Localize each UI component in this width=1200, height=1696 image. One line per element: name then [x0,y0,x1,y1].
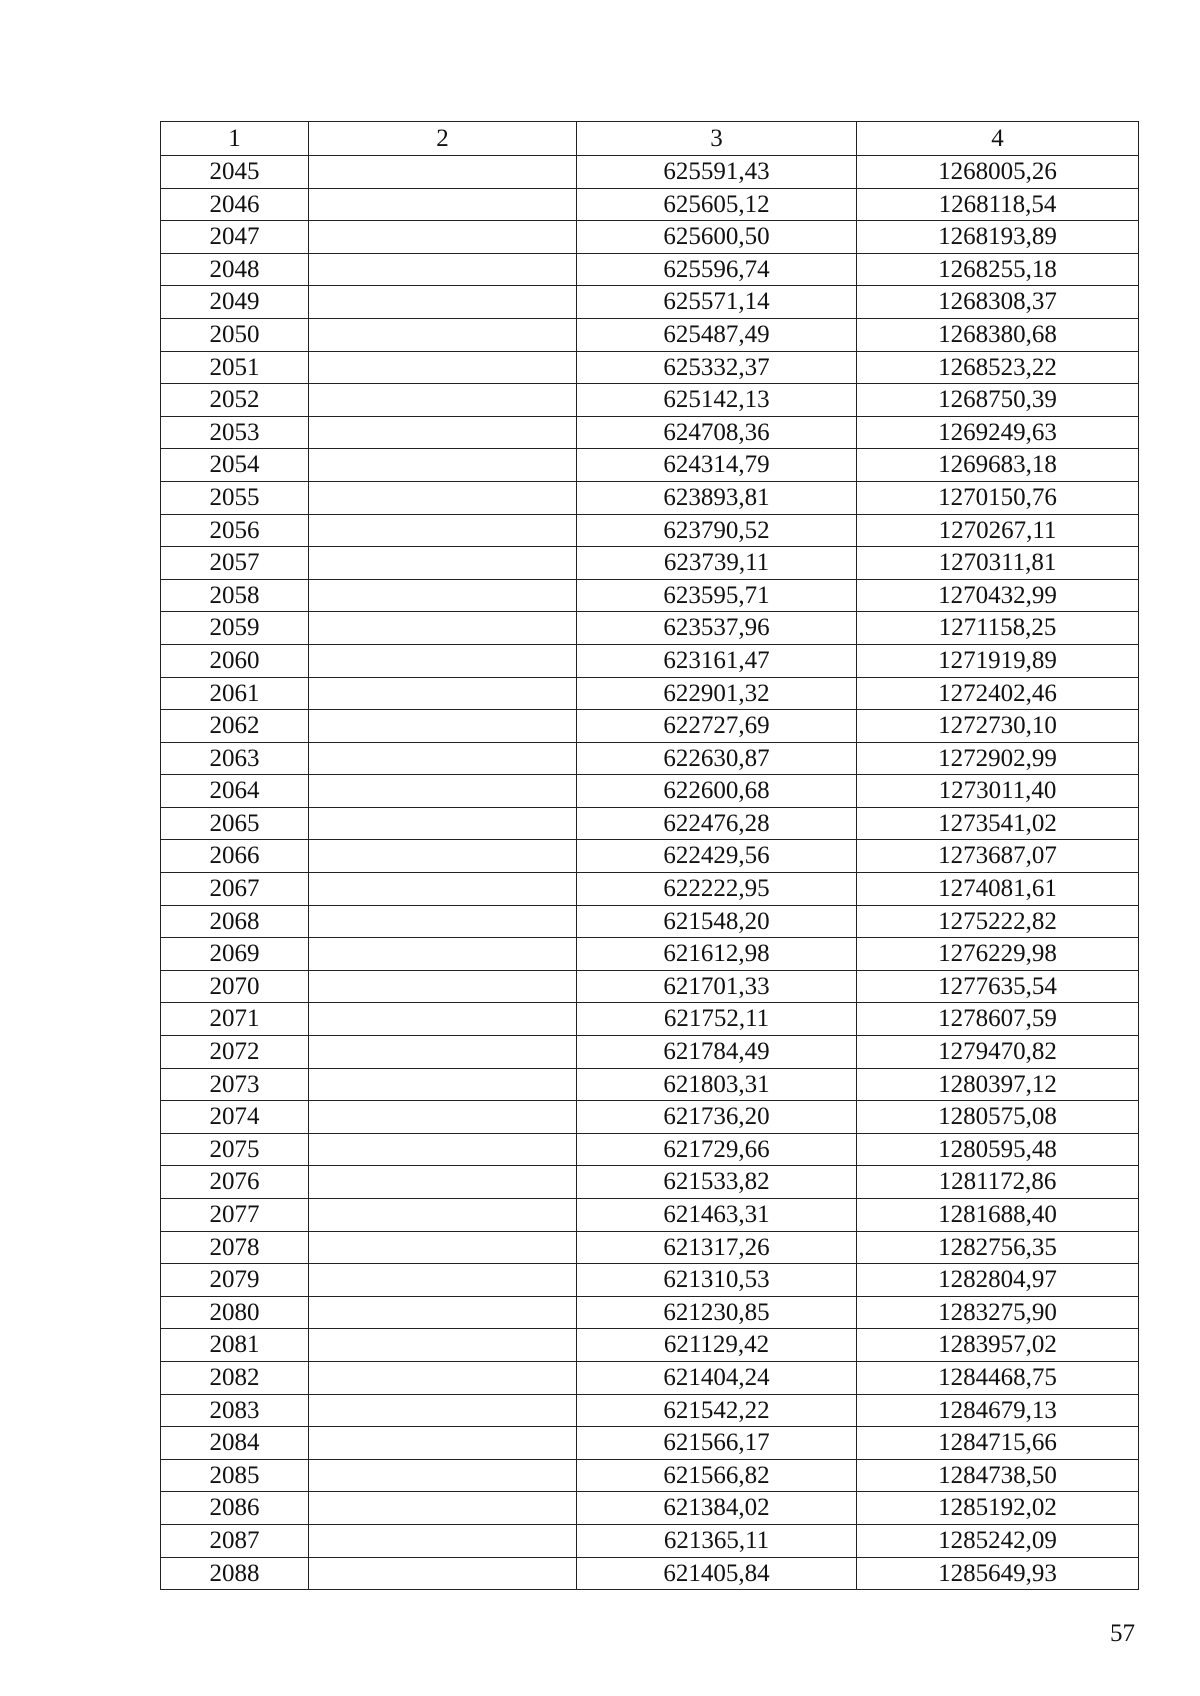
description-cell [309,1264,577,1297]
x-coordinate-cell: 621736,20 [577,1101,857,1134]
column-header-4: 4 [857,122,1139,156]
point-number-cell: 2069 [161,938,309,971]
description-cell [309,710,577,743]
x-coordinate-cell: 621405,84 [577,1557,857,1590]
column-header-2: 2 [309,122,577,156]
description-cell [309,547,577,580]
y-coordinate-cell: 1268255,18 [857,253,1139,286]
x-coordinate-cell: 621752,11 [577,1003,857,1036]
coordinates-table [160,121,1139,1590]
x-coordinate-cell: 621701,33 [577,970,857,1003]
y-coordinate-cell: 1280575,08 [857,1101,1139,1134]
point-number-cell: 2055 [161,481,309,514]
y-coordinate-cell: 1272730,10 [857,710,1139,743]
x-coordinate-cell: 621317,26 [577,1231,857,1264]
point-number-cell: 2066 [161,840,309,873]
point-number-cell: 2070 [161,970,309,1003]
point-number-cell: 2054 [161,449,309,482]
description-cell [309,1231,577,1264]
page-number: 57 [1110,1620,1135,1647]
y-coordinate-cell: 1269683,18 [857,449,1139,482]
x-coordinate-cell: 624314,79 [577,449,857,482]
table-row [161,449,1139,482]
point-number-cell: 2078 [161,1231,309,1264]
x-coordinate-cell: 622600,68 [577,775,857,808]
y-coordinate-cell: 1275222,82 [857,905,1139,938]
table-row [161,514,1139,547]
y-coordinate-cell: 1283275,90 [857,1296,1139,1329]
table-row [161,905,1139,938]
point-number-cell: 2056 [161,514,309,547]
x-coordinate-cell: 622630,87 [577,742,857,775]
point-number-cell: 2067 [161,873,309,906]
point-number-cell: 2072 [161,1036,309,1069]
point-number-cell: 2087 [161,1524,309,1557]
point-number-cell: 2063 [161,742,309,775]
table-row [161,807,1139,840]
table-row [161,938,1139,971]
table-row [161,156,1139,189]
point-number-cell: 2079 [161,1264,309,1297]
x-coordinate-cell: 621533,82 [577,1166,857,1199]
y-coordinate-cell: 1268308,37 [857,286,1139,319]
description-cell [309,840,577,873]
x-coordinate-cell: 622727,69 [577,710,857,743]
point-number-cell: 2048 [161,253,309,286]
point-number-cell: 2086 [161,1492,309,1525]
table-row [161,1459,1139,1492]
x-coordinate-cell: 621729,66 [577,1133,857,1166]
description-cell [309,644,577,677]
point-number-cell: 2064 [161,775,309,808]
point-number-cell: 2053 [161,416,309,449]
table-row [161,253,1139,286]
table-row [161,1101,1139,1134]
y-coordinate-cell: 1280397,12 [857,1068,1139,1101]
description-cell [309,905,577,938]
y-coordinate-cell: 1271919,89 [857,644,1139,677]
x-coordinate-cell: 622901,32 [577,677,857,710]
x-coordinate-cell: 623537,96 [577,612,857,645]
description-cell [309,742,577,775]
point-number-cell: 2045 [161,156,309,189]
x-coordinate-cell: 621548,20 [577,905,857,938]
column-header-3: 3 [577,122,857,156]
y-coordinate-cell: 1284468,75 [857,1361,1139,1394]
description-cell [309,351,577,384]
description-cell [309,677,577,710]
x-coordinate-cell: 623893,81 [577,481,857,514]
x-coordinate-cell: 621310,53 [577,1264,857,1297]
x-coordinate-cell: 621803,31 [577,1068,857,1101]
y-coordinate-cell: 1274081,61 [857,873,1139,906]
y-coordinate-cell: 1270311,81 [857,547,1139,580]
y-coordinate-cell: 1281172,86 [857,1166,1139,1199]
table-row [161,1361,1139,1394]
x-coordinate-cell: 621365,11 [577,1524,857,1557]
point-number-cell: 2058 [161,579,309,612]
description-cell [309,1524,577,1557]
description-cell [309,1394,577,1427]
description-cell [309,1101,577,1134]
x-coordinate-cell: 621784,49 [577,1036,857,1069]
description-cell [309,1459,577,1492]
table-row [161,644,1139,677]
table-row [161,286,1139,319]
description-cell [309,1492,577,1525]
table-row [161,1296,1139,1329]
table-row [161,612,1139,645]
table-row [161,1524,1139,1557]
point-number-cell: 2074 [161,1101,309,1134]
point-number-cell: 2080 [161,1296,309,1329]
table-row [161,710,1139,743]
point-number-cell: 2085 [161,1459,309,1492]
y-coordinate-cell: 1282804,97 [857,1264,1139,1297]
y-coordinate-cell: 1268523,22 [857,351,1139,384]
y-coordinate-cell: 1269249,63 [857,416,1139,449]
point-number-cell: 2082 [161,1361,309,1394]
description-cell [309,156,577,189]
x-coordinate-cell: 621566,17 [577,1427,857,1460]
x-coordinate-cell: 623161,47 [577,644,857,677]
description-cell [309,481,577,514]
description-cell [309,318,577,351]
description-cell [309,1296,577,1329]
table-row [161,1394,1139,1427]
table-row [161,1427,1139,1460]
y-coordinate-cell: 1268118,54 [857,188,1139,221]
point-number-cell: 2071 [161,1003,309,1036]
x-coordinate-cell: 625332,37 [577,351,857,384]
description-cell [309,938,577,971]
point-number-cell: 2075 [161,1133,309,1166]
description-cell [309,221,577,254]
point-number-cell: 2077 [161,1199,309,1232]
y-coordinate-cell: 1273687,07 [857,840,1139,873]
table-row [161,1264,1139,1297]
x-coordinate-cell: 621404,24 [577,1361,857,1394]
table-row [161,416,1139,449]
point-number-cell: 2083 [161,1394,309,1427]
table-row [161,742,1139,775]
description-cell [309,188,577,221]
point-number-cell: 2068 [161,905,309,938]
table-row [161,873,1139,906]
point-number-cell: 2059 [161,612,309,645]
x-coordinate-cell: 621566,82 [577,1459,857,1492]
y-coordinate-cell: 1285242,09 [857,1524,1139,1557]
table-row [161,318,1139,351]
y-coordinate-cell: 1268380,68 [857,318,1139,351]
y-coordinate-cell: 1270432,99 [857,579,1139,612]
x-coordinate-cell: 624708,36 [577,416,857,449]
description-cell [309,579,577,612]
table-row [161,1492,1139,1525]
description-cell [309,775,577,808]
point-number-cell: 2073 [161,1068,309,1101]
description-cell [309,514,577,547]
table-row [161,221,1139,254]
y-coordinate-cell: 1273541,02 [857,807,1139,840]
x-coordinate-cell: 623739,11 [577,547,857,580]
x-coordinate-cell: 621463,31 [577,1199,857,1232]
y-coordinate-cell: 1282756,35 [857,1231,1139,1264]
point-number-cell: 2047 [161,221,309,254]
x-coordinate-cell: 621129,42 [577,1329,857,1362]
description-cell [309,1003,577,1036]
point-number-cell: 2051 [161,351,309,384]
table-row [161,970,1139,1003]
point-number-cell: 2057 [161,547,309,580]
table-row [161,1068,1139,1101]
table-row [161,188,1139,221]
x-coordinate-cell: 625487,49 [577,318,857,351]
header-row [161,122,1139,156]
x-coordinate-cell: 621542,22 [577,1394,857,1427]
point-number-cell: 2084 [161,1427,309,1460]
y-coordinate-cell: 1277635,54 [857,970,1139,1003]
y-coordinate-cell: 1268750,39 [857,384,1139,417]
description-cell [309,253,577,286]
point-number-cell: 2060 [161,644,309,677]
x-coordinate-cell: 625591,43 [577,156,857,189]
y-coordinate-cell: 1279470,82 [857,1036,1139,1069]
table-row [161,1003,1139,1036]
description-cell [309,1068,577,1101]
column-header-1: 1 [161,122,309,156]
table-row [161,384,1139,417]
description-cell [309,612,577,645]
x-coordinate-cell: 625596,74 [577,253,857,286]
point-number-cell: 2050 [161,318,309,351]
point-number-cell: 2081 [161,1329,309,1362]
table-row [161,1557,1139,1590]
description-cell [309,416,577,449]
y-coordinate-cell: 1285649,93 [857,1557,1139,1590]
table-row [161,1329,1139,1362]
point-number-cell: 2088 [161,1557,309,1590]
table-row [161,775,1139,808]
description-cell [309,286,577,319]
y-coordinate-cell: 1284738,50 [857,1459,1139,1492]
description-cell [309,873,577,906]
x-coordinate-cell: 621230,85 [577,1296,857,1329]
point-number-cell: 2062 [161,710,309,743]
table-row [161,840,1139,873]
y-coordinate-cell: 1281688,40 [857,1199,1139,1232]
x-coordinate-cell: 625600,50 [577,221,857,254]
x-coordinate-cell: 623790,52 [577,514,857,547]
y-coordinate-cell: 1268005,26 [857,156,1139,189]
description-cell [309,1036,577,1069]
point-number-cell: 2061 [161,677,309,710]
table-body [161,156,1139,1590]
description-cell [309,807,577,840]
description-cell [309,1166,577,1199]
x-coordinate-cell: 625571,14 [577,286,857,319]
x-coordinate-cell: 622476,28 [577,807,857,840]
y-coordinate-cell: 1283957,02 [857,1329,1139,1362]
point-number-cell: 2076 [161,1166,309,1199]
y-coordinate-cell: 1284715,66 [857,1427,1139,1460]
y-coordinate-cell: 1280595,48 [857,1133,1139,1166]
y-coordinate-cell: 1285192,02 [857,1492,1139,1525]
table-row [161,1133,1139,1166]
x-coordinate-cell: 622222,95 [577,873,857,906]
y-coordinate-cell: 1278607,59 [857,1003,1139,1036]
x-coordinate-cell: 621612,98 [577,938,857,971]
y-coordinate-cell: 1272402,46 [857,677,1139,710]
table-row [161,481,1139,514]
description-cell [309,1133,577,1166]
description-cell [309,1199,577,1232]
x-coordinate-cell: 625605,12 [577,188,857,221]
x-coordinate-cell: 623595,71 [577,579,857,612]
y-coordinate-cell: 1276229,98 [857,938,1139,971]
y-coordinate-cell: 1284679,13 [857,1394,1139,1427]
table-row [161,1036,1139,1069]
x-coordinate-cell: 622429,56 [577,840,857,873]
table-row [161,579,1139,612]
description-cell [309,1361,577,1394]
y-coordinate-cell: 1273011,40 [857,775,1139,808]
table-row [161,1199,1139,1232]
point-number-cell: 2049 [161,286,309,319]
point-number-cell: 2065 [161,807,309,840]
y-coordinate-cell: 1270150,76 [857,481,1139,514]
y-coordinate-cell: 1268193,89 [857,221,1139,254]
table-row [161,1231,1139,1264]
description-cell [309,1329,577,1362]
table-row [161,677,1139,710]
y-coordinate-cell: 1272902,99 [857,742,1139,775]
y-coordinate-cell: 1271158,25 [857,612,1139,645]
description-cell [309,970,577,1003]
x-coordinate-cell: 621384,02 [577,1492,857,1525]
description-cell [309,1557,577,1590]
description-cell [309,384,577,417]
point-number-cell: 2046 [161,188,309,221]
table-row [161,1166,1139,1199]
table-row [161,351,1139,384]
description-cell [309,1427,577,1460]
point-number-cell: 2052 [161,384,309,417]
y-coordinate-cell: 1270267,11 [857,514,1139,547]
description-cell [309,449,577,482]
x-coordinate-cell: 625142,13 [577,384,857,417]
table-row [161,547,1139,580]
